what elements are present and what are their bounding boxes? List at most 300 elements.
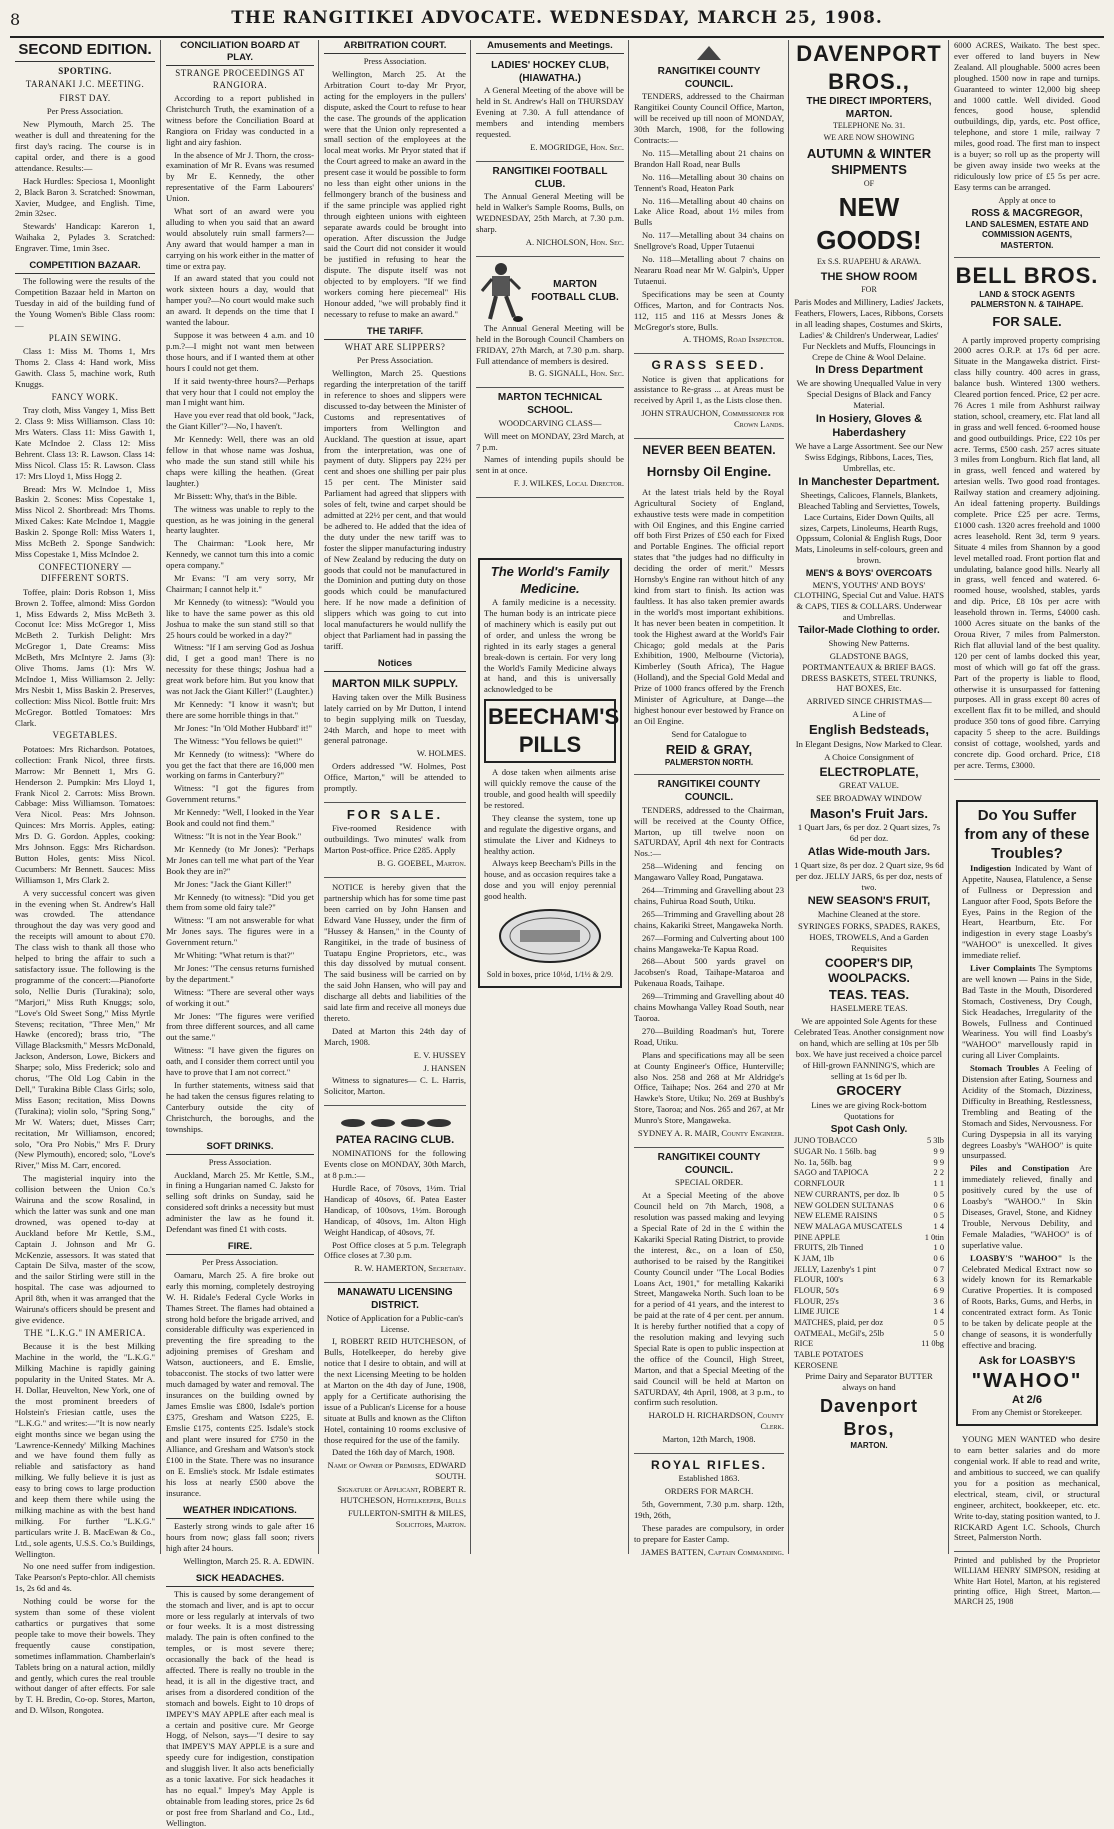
section-heading: THE "L.K.G." IN AMERICA. xyxy=(24,1327,146,1338)
telephone: TELEPHONE No. 31. xyxy=(833,121,905,131)
signature: HAROLD H. RICHARDSON, County Clerk. xyxy=(648,1410,784,1432)
price-item: NEW CURRANTS, per doz. lb xyxy=(794,1189,900,1199)
paragraph: A family medicine is a necessity. The human body is an intricate piece of machinery which is easily put out of order, and unless the wrong be righted in its early stages a general break-down is certain. For very long the World's Family Medicine always at hand, and this is universally acknowledged to be xyxy=(484,597,616,695)
paragraph: In further statements, witness said that he had taken the census figures relating to Canterbury outside the city of Christchurch, the boroughs, and the townships. xyxy=(166,1080,314,1134)
ad-subheading: PALMERSTON N. & TAIHAPE. xyxy=(970,299,1084,309)
signature: R. W. HAMERTON, Secretary. xyxy=(354,1263,466,1274)
ad-feature: GROCERY xyxy=(836,1083,902,1099)
price-row xyxy=(794,1179,944,1190)
hockey-club-ad xyxy=(476,56,624,162)
paragraph: A very successful concert was given in the evening when St. Andrew's Hall was crowded. The attendance throughout the day was very good and the receipts will amount to about £70. The class wish to thank all those who helped to bring the affair to such a satisfactory issue. The following is the programme of the concert:—Pianoforte solo, Nellie Duris (Turakina); solo, "Marjori," Miss Ruth Knuggs; solo, "Love's Old Sweet Song," Miss Myrtle Stevens; recitation, "Three Men," Mr Hawke (encored); brass trio, "The Village Blacksmith," Messrs McDonald, Jackson, Anderson, Lowe, Bickers and Sharpe; solo, Miss Frederick; solo and chorus, "The Old Log Cabin in the Dell," Turakina Bible Class Girls; solo, Miss Eason; recitation, Miss Downs (Turakina); violin solo, "Spring Song," Mr W. Waters; duet, Misses Carr; recitation, Mr Williamson, encored; solo, "Ora Pro Nobis," Mrs F. Drury (New Plymouth), encored; solo, "Love's River," Miss M. Carr, encored. xyxy=(15,887,155,1171)
symptom-text: A Feeling of Distension after Eating, Sourness and Acidity of the Stomach, Dizziness, Difficulty in Breathing, Restlessness, Trembling and Beating of the Stomach and Sides, Nervousness. For Curing Dyspepsia in all its varying degrees Loasby's "WAHOO" is quite unsurpassed. xyxy=(962,1063,1092,1161)
ad-heading: Do You Suffer from any of these Troubles? xyxy=(964,806,1090,862)
paragraph: Names of intending pupils should be sent in at once. xyxy=(476,454,624,476)
paragraph: Witness to signatures— C. L. Harris, Solicitor, Marton. xyxy=(324,1075,466,1097)
price-value: 9 9 xyxy=(933,1157,944,1167)
paragraph: Nothing could be worse for the system than some of these violent cathartics or purgatives that some people take to move their bowels. They frequently cause constipation, sometimes inflammation. Chamberlain's Tablets bring on a natural action, mildly and gently, which cures the real trouble without danger of after effects. For sale by T. H. Bredin, Co-op. Stores, Marton, and D. Wilson, Rongotea. xyxy=(15,1596,155,1716)
signature: JAMES BATTEN, Captain Commanding. xyxy=(641,1546,784,1557)
signature: J. HANSEN xyxy=(423,1062,466,1073)
ad-line: SYRINGES FORKS, SPADES, RAKES, HOES, TROWELS, And a Garden Requisites xyxy=(798,921,940,954)
paragraph: Witness: "If I am serving God as Joshua did, I get a good man! There is no necessity for these things; Joshua had a great work before him. But you know that was not Jack the Giant Killer!" (Laughter.) xyxy=(166,642,314,697)
paragraph: Potatoes: Mrs Richardson. Potatoes, collection: Frank Nicol, three firsts. Marrow: Mr Bennett 1, Mrs G. Henderson 2. Pumpkin: Mrs Lloyd 1, Frank Nicol 2. Carrots: Miss Brown. Cabbage: Miss Williamson. Tomatoes: Vera Nicol. Peas: Mrs Johnson. Quinces: Mrs Morris. Apples, eating: Mrs D. G. Gordon. Apples, cooking: Mrs Johnson. Eggs: Mrs Richardson. Button Holes, gents: Miss Nicol. Cucumbers: Mr Bennett. Sauces: Miss Williamson 1, Mrs Clark 2. xyxy=(15,743,155,885)
price-value: 1 4 xyxy=(933,1221,944,1231)
price-row xyxy=(794,1275,944,1286)
paragraph: In the absence of Mr J. Thorn, the cross-examination of Mr R. Evans was resumed by Mr E. Kennedy, the other representative of the Farm Labourers' Union. xyxy=(166,149,314,204)
section-heading: CONFECTIONERY — DIFFERENT SORTS. xyxy=(38,561,132,584)
price-row xyxy=(794,1307,944,1318)
price-item: NEW GOLDEN SULTANAS xyxy=(794,1200,894,1210)
price-row xyxy=(794,1222,944,1233)
signature: Signature of Applicant, ROBERT R. HUTCHESON, Hotelkeeper, Bulls xyxy=(337,1484,466,1506)
ad-heading: PATEA RACING CLUB. xyxy=(335,1134,455,1147)
paragraph: The Chairman: "Look here, Mr Kennedy, we cannot turn this into a comic opera company." xyxy=(166,538,314,571)
ad-line: 1 Quart Jars, 6s per doz. 2 Quart sizes, 7s 6d per doz. xyxy=(797,822,941,843)
paragraph: What sort of an award were you alluding to when you said that an award would absolutely ruin small farmers?—Any award that would hamper a man in carrying on his work either in the matter of time or extra pay. xyxy=(166,206,314,271)
contract-item: No. 117—Metalling about 34 chains on Snellgrove's Road, Upper Tutaenui xyxy=(634,230,784,252)
paragraph: Oamaru, March 25. A fire broke out early this morning, completely destroying W. H. Ridale's Federal Cycle Works in Thames Street. The flames had obtained a strong hold before the brigade arrived, and considerable difficulty was experienced in preventing the fire spreading to the adjoining premises of Gresham and Watson, auctioneers, and E. Emslie, tobacconist. The stocks of two latter were much damaged by water and removal. The insurances on the building owned by James Emslie was £800, Isdale's portion £375, Gresham and Watson £225, E. Emslie £175, contents £25. Isdale's stock and plant were insured for £750 in the Alliance, and Gresham and Watson's stock £100 in the State. There was no insurance on E. Emslie's stock. Mr Isdale estimates his loss at nearly £500 above the insurance. xyxy=(166,1269,314,1499)
price-item: NEW MALAGA MUSCATELS xyxy=(794,1221,903,1231)
crest-icon xyxy=(694,44,724,62)
symptom-label: Piles and Constipation xyxy=(970,1163,1070,1174)
column-4 xyxy=(470,40,629,1554)
partnership-notice xyxy=(324,878,466,1106)
article-heading: FIRE. xyxy=(166,1241,314,1255)
paragraph: Mr Jones: "In 'Old Mother Hubbard' it!" xyxy=(174,722,313,733)
subheading: ORDERS FOR MARCH. xyxy=(664,1486,754,1497)
paragraph: TENDERS, addressed to the Chairman Rangitikei County Council Office, Marton, will be received up till noon of MONDAY, 30th March, 1908, for the following Contracts:— xyxy=(634,91,784,145)
price-row xyxy=(794,1168,944,1179)
davenport-subheading: THE DIRECT IMPORTERS, MARTON. xyxy=(806,95,932,120)
price-value: 0 5 xyxy=(933,1189,944,1199)
signature: B. G. SIGNALL, Hon. Sec. xyxy=(528,368,624,379)
signature: JOHN STRAUCHON, Commissioner for Crown Lands. xyxy=(641,408,784,430)
price-row xyxy=(794,1329,944,1340)
signature: A. NICHOLSON, Hon. Sec. xyxy=(525,236,624,247)
ad-heading: RANGITIKEI COUNTY COUNCIL. xyxy=(657,66,761,90)
ad-section: THE SHOW ROOM xyxy=(820,270,918,283)
price-value: 0 7 xyxy=(933,1264,944,1274)
paragraph: Mr Kennedy: "Well, I looked in the Year Book and could not find them." xyxy=(166,807,314,829)
wahoo-ad xyxy=(956,800,1098,1427)
ad-line: SEE BROADWAY WINDOW xyxy=(816,792,922,803)
price-value: 1 0 xyxy=(933,1243,944,1253)
paragraph: Class 1: Miss M. Thoms 1, Mrs Thoms 2. Class 4: Hand work, Miss Gawith. Class 5, machine work, Ruth Knuggs. xyxy=(15,346,155,389)
symptom-text: Indicated by Want of Appetite, Nausea, Flatulence, a Sense of Fullness or Depression and Languor after Food, Spots Before the Eyes, Pains in the Region of the Heart, Heartburn, Etc. For indigestion in every stage Loasby's "WAHOO" is unexcelled. It gives immediate relief. xyxy=(962,862,1092,961)
grocery-price-list xyxy=(794,1136,944,1371)
day-heading: FIRST DAY. xyxy=(59,92,111,103)
ad-heading: NEVER BEEN BEATEN. xyxy=(642,443,776,458)
price-value: 1 1 xyxy=(933,1179,944,1189)
signature: FULLERTON-SMITH & MILES, Solicitors, Marton. xyxy=(348,1508,466,1529)
article-heading: SICK HEADACHES. xyxy=(166,1573,314,1587)
paragraph: Having taken over the Milk Business lately carried on by Mr Dutton, I intend to begin supplying milk on Tuesday, 24th March, and hope to meet with general patronage. xyxy=(324,691,466,746)
price-item: KEROSENE xyxy=(794,1360,838,1370)
ad-line: Lines we are giving Rock-bottom Quotations for xyxy=(811,1099,927,1121)
davenport-footer: Davenport Bros, xyxy=(819,1396,918,1439)
contract-item: 267—Forming and Culverting about 100 chains Mangaweka-Te Kapua Road. xyxy=(634,932,784,954)
price-value: 5 3lb xyxy=(927,1136,944,1146)
contract-item: No. 118—Metalling about 7 chains on Neararu Road near Mr W. Galpin's, Upper Tutaenui. xyxy=(634,254,784,286)
county-council-tenders-1 xyxy=(634,44,784,354)
horses-illustration-icon xyxy=(335,1114,455,1130)
ad-heading: RANGITIKEI COUNTY COUNCIL. xyxy=(657,779,761,803)
signature: SYDNEY A. R. MAIR, County Engineer. xyxy=(637,1128,784,1139)
paragraph: Apply at once to xyxy=(998,194,1056,205)
column-2 xyxy=(160,40,319,1828)
symptom-label: Indigestion xyxy=(970,862,1012,873)
paragraph: Dated at Marton this 24th day of March, 1908. xyxy=(324,1025,466,1047)
subheading: Established 1863. xyxy=(678,1473,740,1484)
ad-line: MEN'S, YOUTHS' AND BOYS' CLOTHING, Special Cut and Value. HATS & CAPS, TIES & COLLARS. Underwear and Umbrellas. xyxy=(794,579,944,623)
paragraph: A General Meeting of the above will be held in St. Andrew's Hall on THURSDAY Evening at 7.30. A full attendance of members and intending members requested. xyxy=(476,85,624,140)
paragraph: YOUNG MEN WANTED who desire to earn better salaries and do more congenial work. If able to read and write, and ambitious to succeed, we can qualify you for a position as mechanical, electrical, steam, civil, or structural engineer, architect, bookkeeper, etc. etc. Write to-day, stating position wanted, to J. RICKARD Agent I.C. Schools, Church Street, Palmerston North. xyxy=(954,1434,1100,1543)
agent-title: LAND SALESMEN, ESTATE AND COMMISSION AGENTS, xyxy=(965,220,1089,240)
paragraph: Stewards' Handicap: Kareron 1, Waihaka 2, Pylades 3. Scratched: Engraver. Time, 1min 3sec. xyxy=(15,221,155,254)
article-heading: THE TARIFF. xyxy=(324,326,466,340)
ad-heading: MARTON MILK SUPPLY. xyxy=(332,677,458,690)
paragraph xyxy=(962,1163,1092,1250)
football-club-ad xyxy=(476,162,624,257)
pill-box-illustration-icon xyxy=(495,906,605,966)
beechams-pills-ad xyxy=(478,558,622,988)
paragraph: The Witness: "You fellows be quiet!" xyxy=(174,735,303,746)
paragraph: Mr Kennedy: Well, there was an old fellow in that whose name was Joshua, who made the sun stand still while his chaps were killing the heathen. (Great laughter.) xyxy=(166,434,314,488)
price-row xyxy=(794,1147,944,1158)
ad-feature: ELECTROPLATE, xyxy=(819,764,919,779)
ad-line: We are showing Unequalled Value in very Special Designs of Black and Fancy Material. xyxy=(796,378,942,411)
price-value: 0 6 xyxy=(933,1200,944,1210)
paragraph: Witness: "I have given the figures on oath, and I consider them correct until you have to prove that I am not correct." xyxy=(166,1045,314,1078)
paragraph: At a Special Meeting of the above Council held on 7th March, 1908, a resolution was passed making and levying a Special Rate of 2d in the £ within the Kakariki Special Rating District, to provide the interest, &c., on a loan of £50, authorised to be raised by the Rangitikei County Council under "The Local Bodies Loans Act, 1901," for metalling Kakariki Street, Mangaweka North. Such loan to be for a period of 41 years, and the interest to be paid at the rate of 4 per cent. per annum. It is hereby further notified that a copy of the resolution making and levying such Special Rate is open to public inspection at the office of the Council, High Street, Marton, and that a Special Meeting of the said Council will be held at Marton on SATURDAY, 4th April, 1908, at 3 p.m., to confirm such resolution. xyxy=(634,1190,784,1408)
article-heading: WEATHER INDICATIONS. xyxy=(166,1505,314,1519)
price-row xyxy=(794,1361,944,1372)
ad-line: 1 Quart size, 8s per doz. 2 Quart size, 9s 6d per doz. JELLY JARS, 6s per doz, nests of two. xyxy=(794,859,944,892)
symptom-label: Stomach Troubles xyxy=(970,1063,1039,1074)
paragraph xyxy=(962,863,1092,961)
paragraph: Five-roomed Residence with outbuildings. Two minutes' walk from Marton Post-office. Price £285. Apply xyxy=(324,823,466,856)
drill-dates: 5th, Government, 7.30 p.m. sharp. 12th, 19th, 26th, xyxy=(634,1499,784,1521)
price-item: RICE xyxy=(794,1339,814,1349)
price-row xyxy=(794,1201,944,1212)
for-sale-ad xyxy=(324,803,466,878)
price-value: 0 5 xyxy=(933,1317,944,1327)
paragraph: A partly improved property comprising 2000 acres O.R.P. at 17s 6d per acre. Situate in the Mangaweka district. First-class hilly country. 400 acres in grass, balance bush. Wintered 1300 wethers. Cleared portion fenced. Price, £2 per acre. 76 Acres 1 mile from Ashhurst railway station, school, creamery, etc. Flat land all in grass and well fenced. 6-roomed house and good outbuildings. Price, £22 10s per acre. Terms, £500 cash. 257 acres situate 3 miles from Longburn. Rich flat land, all in grass, well fenced and watered by artesian wells. Two good road frontages. Railway station and creamery adjoining. An ideal fattening property. Buildings complete. Price £25 per acre. Terms, £1000 cash. 1320 acres freehold and 1000 acres leasehold. Rent 3d, term 9 years. Situate 4 miles from Shannon by a good level metalled road. Front portion flat and undulating, balance good hills. Nearly all in grass, well fenced and watered. 6-roomed house, woolshed, stables, yards and dip. Price, £8 10s per acre with leasehold thrown in. Terms, £4000 cash. 1000 Acres situate on the banks of the Oroua River, 7 miles from Palmerston. Rich flat alluvial land of the best quality. 120 per cent of lambs docked this year, most of which will go fat off the grass. Part of the property is liable to flood, otherwise it is unsurpassed for fattening purposes. All in grass except 80 acres of excellent flax fit to be milled, and should produce 350 tons of good fibre. Carrying capacity 5 sheep to the acre. Buildings consist of cottage, woolshed, yards and concrete dip. Good orchard. Price, £18 per acre. Terms, £3000. xyxy=(954,334,1100,770)
subheading: SPECIAL ORDER. xyxy=(675,1177,743,1188)
symptom-text: Are immediately relieved, finally and positively cured by the use of Loasby's "WAHOO." In Skin Diseases, Gravel, Stone, and Kidney Trouble, Nervous Debility, and Female Maladies, "WAHOO" is of superlative value. xyxy=(962,1163,1092,1250)
ask-line: Ask for LOASBY'S xyxy=(978,1354,1076,1367)
ad-line: GREAT VALUE. xyxy=(839,779,899,790)
price-row xyxy=(794,1136,944,1147)
paragraph: Auckland, March 25. Mr Kettle, S.M., in fining a Hungarian named C. Jaksto for selling soft drinks on Sunday, said he considered soft drinks a necessity but must administer the law as he found it. Defendant was fined £1 with costs. xyxy=(166,1169,314,1235)
bell-bros-ad xyxy=(954,258,1100,780)
price-value: 5 0 xyxy=(933,1328,944,1338)
signature: E. V. HUSSEY xyxy=(413,1049,466,1060)
ad-heading: RANGITIKEI COUNTY COUNCIL. xyxy=(657,1151,761,1176)
ad-line: ARRIVED SINCE CHRISTMAS— xyxy=(806,696,932,707)
paragraph: The Annual General Meeting will be held in the Borough Council Chambers on FRIDAY, 27th March, at 7.30 p.m. sharp. Full attendance of members is desired. xyxy=(476,322,624,366)
column-6 xyxy=(788,40,949,1554)
signature: F. J. WILKES, Local Director. xyxy=(513,478,624,489)
subheading: STRANGE PROCEEDINGS AT RANGIORA. xyxy=(175,68,305,90)
price-row xyxy=(794,1318,944,1329)
paragraph: Suppose it was between 4 a.m. and 10 p.m.?—I might not want men between those hours, and if I wanted them at other hours I could not get them. xyxy=(166,330,314,373)
byline: Press Association. xyxy=(363,56,427,67)
section-heading: PLAIN SEWING. xyxy=(48,332,122,343)
signature: Name of Owner of Premises, EDWARD SOUTH. xyxy=(327,1460,466,1482)
ad-subheading: Hornsby Oil Engine. xyxy=(646,464,772,480)
subheading: Notice of Application for a Public-can's License. xyxy=(326,1312,464,1334)
davenport-footer-location: MARTON. xyxy=(850,1440,888,1450)
milk-supply-ad xyxy=(324,674,466,803)
contract-item: No. 116—Metalling about 40 chains on Lake Alice Road, about 1½ miles from Bulls xyxy=(634,195,784,228)
ad-line: GLADSTONE BAGS, PORTMANTEAUX & BRIEF BAGS. DRESS BASKETS, STEEL TRUNKS, HAT BOXES, Etc. xyxy=(801,650,937,694)
paragraph: NOTICE is hereby given that the partnership which has for some time past been carried on by John Hansen and Edward Vane Hussey, under the firm of "Hussey & Hansen," in the County of Rangitikei, in the trade of business of Tuatapu Engine Proprietors, etc., was this day dissolved by mutual consent. The said business will be carried on by the said John Hansen, who will pay and discharge all debts and liabilities of the said late firm and receive all moneys due thereto. xyxy=(324,882,466,1023)
byline: Per Press Association. xyxy=(201,1257,279,1267)
price-row xyxy=(794,1243,944,1254)
ad-subheading: LAND & STOCK AGENTS xyxy=(979,289,1075,299)
price-item: PINE APPLE xyxy=(794,1232,840,1242)
contract-item: 264—Trimming and Gravelling about 23 chains, Fuhirua Road South, Utiku. xyxy=(634,885,784,906)
paragraph: 6000 ACRES, Waikato. The best spec. ever offered to land buyers in New Zealand. All ploughable. 5000 acres been ploughed. 1500 now in rape and turnips. Guaranteed to winter 12,000 big sheep and 1000 cattle. Well divided. Good fences, good house, splendid outbuildings, dip, yards, etc. Post office, telephone, and store 1 mile, railway 7 miles, good road. The first man to inspect is a buyer; so roll up as the property will be given away inside two weeks at the ridiculously low price of £5 5s per acre. Easy terms can be arranged. xyxy=(954,40,1100,192)
ad-section: Tailor-Made Clothing to order. xyxy=(798,625,940,637)
column-1 xyxy=(10,40,160,1716)
royal-rifles-notice xyxy=(634,1454,784,1566)
paragraph: Mr Kennedy: "I know it wasn't; but there are some horrible things in that." xyxy=(166,699,314,720)
price-row xyxy=(794,1297,944,1308)
marton-football-ad xyxy=(476,257,624,389)
column-5 xyxy=(628,40,789,1557)
price-row xyxy=(794,1158,944,1169)
licensing-notice xyxy=(324,1283,466,1538)
price-item: NEW ELEME RAISINS xyxy=(794,1211,878,1221)
agent-name: REID & GRAY, xyxy=(665,741,753,757)
section-heading: FANCY WORK. xyxy=(51,391,119,402)
price-item: CORNFLOUR xyxy=(794,1179,845,1189)
signature: W. HOLMES. xyxy=(416,748,466,759)
young-men-wanted-ad xyxy=(954,1430,1100,1552)
price-value: 0 6 xyxy=(933,1253,944,1263)
price-item: MATCHES, plaid, per doz xyxy=(794,1317,884,1327)
paragraph: Mr Kennedy (to Mr Jones): "Perhaps Mr Jones can tell me what part of the Year Book they are in?" xyxy=(166,843,314,876)
contract-item: 268—About 500 yards gravel on Jacobsen's Road, Taihape-Mataroa and Pukenaua Roads, Taihape. xyxy=(634,956,784,989)
ad-section: MEN'S & BOYS' OVERCOATS xyxy=(805,568,933,579)
price-item: K JAM, 1lb xyxy=(794,1253,834,1263)
paragraph: Specifications may be seen at County Offices, Marton, and for Contracts Nos. 112, 115 and 116 at Messrs Jones & McGregor's store, Bulls. xyxy=(634,288,784,332)
davenport-heading: DAVENPORT BROS., xyxy=(796,41,942,94)
meeting-heading: TARANAKI J.C. MEETING. xyxy=(25,79,145,90)
ad-heading: MARTON FOOTBALL CLUB. xyxy=(531,279,619,303)
article-heading: CONCILIATION BOARD AT PLAY. xyxy=(166,40,314,66)
contract-item: 258—Widening and fencing on Mangawaro Valley Road, Pungatawa. xyxy=(634,861,784,883)
paragraph: Witness: "I got the figures from Government returns." xyxy=(166,783,314,805)
paragraph: Mr Jones: "The census returns furnished by the department." xyxy=(166,962,314,984)
paragraph: Witness: "I am not answerable for what Mr Jones says. The figures were in a Government return." xyxy=(166,915,314,948)
paragraph: TENDERS, addressed to the Chairman, will be received at the County Office, Marton, up till twelve noon on SATURDAY, April 4th next for Contracts Nos.:— xyxy=(634,804,784,859)
price-value: 6 9 xyxy=(933,1285,944,1295)
section-heading: VEGETABLES. xyxy=(52,730,118,741)
ad-line: Machine Cleaned at the store. xyxy=(817,908,921,919)
ad-line: We have a Large Assortment. See our New Swiss Edgings, Ribbons, Laces, Ties, Umbrellas, etc. xyxy=(795,441,943,473)
ad-feature: NEW GOODS! xyxy=(816,191,922,255)
ad-line: FOR xyxy=(861,284,877,294)
hornsby-engine-ad xyxy=(634,439,784,775)
paragraph: The Annual General Meeting will be held in Walker's Sample Rooms, Bulls, on WEDNESDAY, 25th March, at 7.30 p.m. sharp. xyxy=(476,191,624,234)
brand-label: LOASBY'S "WAHOO" xyxy=(970,1252,1063,1263)
ad-feature: COOPER'S DIP, WOOLPACKS. xyxy=(825,956,913,986)
paragraph: Have you ever read that old book, "Jack, the Giant Killer"?—No, I haven't. xyxy=(166,410,314,432)
paragraph: Wellington, March 25. Questions regarding the interpretation of the tariff in reference to shoes and slippers were discussed to-day between the Minister of Customs and representatives of importers from Wellington and Auckland. The question at issue, apart from the interpretation, was one of payment of duty. Slippers pay 22½ per cent and shoes one shilling per pair plus 15 per cent. The Minister said Parliament had agreed that slippers with soles of felt, twine and carpet should be admitted at 22½ per cent, and that would be adhered to. He added that the idea of the duty under the new tariff was to foster the slipper manufacturing industry of New Zealand by reducing the duty on goods that could not be manufactured in the Dominion and putting duty on those goods which could be manufactured here. If he now made a definition of slippers which was going to cut into local manufacturers he would nullify the object that Parliament had in passing the tariff. xyxy=(324,368,466,651)
price-row xyxy=(794,1265,944,1276)
price-item: FLOUR, 25's xyxy=(794,1296,839,1306)
paragraph: They cleanse the system, tone up and regulate the digestive organs, and stimulate the Liver and Kidneys to healthy action. xyxy=(484,812,616,856)
notices-heading: Notices xyxy=(324,658,466,672)
ad-section: In Dress Department xyxy=(815,364,923,377)
price-row xyxy=(794,1339,944,1350)
price-item: LIME JUICE xyxy=(794,1307,840,1317)
paragraph: Mr Bissett: Why, that's in the Bible. xyxy=(174,490,298,501)
technical-school-ad xyxy=(476,388,624,498)
newspaper-title: THE RANGITIKEI ADVOCATE. WEDNESDAY, MARCH 25, 1908. xyxy=(231,8,883,28)
ad-line: In Elegant Designs, Now Marked to Clear. xyxy=(795,738,943,749)
price-item: FRUITS, 2lb Tinned xyxy=(794,1243,864,1253)
paragraph: Witness: "There are several other ways of working it out." xyxy=(166,986,314,1008)
ad-feature: Spot Cash Only. xyxy=(830,1123,908,1135)
paragraph: The witness was unable to reply to the question, as he was joining in the general hearty laughter. xyxy=(166,503,314,536)
price-value: 2 2 xyxy=(933,1168,944,1178)
price-value: 11 0bg xyxy=(921,1339,944,1349)
agent-name: ROSS & MACGREGOR, xyxy=(971,207,1083,219)
price-row xyxy=(794,1254,944,1265)
ad-heading: ROYAL RIFLES. xyxy=(650,1458,768,1473)
ad-line: From any Chemist or Storekeeper. xyxy=(972,1408,1082,1418)
paragraph xyxy=(962,1063,1092,1161)
ad-feature: AUTUMN & WINTER SHIPMENTS xyxy=(806,145,932,178)
byline: Per Press Association. xyxy=(356,355,434,366)
symptom-label: Liver Complaints xyxy=(970,963,1036,974)
subheading: WHAT ARE SLIPPERS? xyxy=(344,341,446,352)
paragraph: According to a report published in Christchurch Truth, the examination of a witness before the Conciliation Board at Rangiora on Friday was conducted in a light and airy fashion. xyxy=(166,92,314,147)
ad-heading: MARTON TECHNICAL SCHOOL. xyxy=(497,392,603,416)
paragraph: Will meet on MONDAY, 23rd March, at 7 p.m. xyxy=(476,430,624,452)
paragraph: Wellington, March 25. At the Arbitration Court to-day Mr Pryor, acting for the employers in the pullers' dispute, asked the Court to refuse to hear the case. The grounds of the application were that the Union only represented a small section of the employees at the local meat works. Mr Pryor stated that if the Court agreed to make an award in the present case it would be possible to form no less than eight other unions in the fellmongery branch of the business and if the same principle was applied right through eighteen unions with eighteen separate awards could be brought into operation. After discussion the Judge said the Court did not consider it would be justified in refusing to hear the dispute. The dispute itself was not objected to by employers. "If we find workers coming here piecemeal" His Honour added, "we will probably find it necessary to refuse to make an award." xyxy=(324,68,466,319)
contract-item: No. 116—Metalling about 30 chains on Tennent's Road, Heaton Park xyxy=(634,171,784,193)
ad-heading: LADIES' HOCKEY CLUB, (HIAWATHA.) xyxy=(491,60,609,84)
ad-feature: TEAS. TEAS. xyxy=(828,986,910,1002)
county-council-special-order xyxy=(634,1148,784,1454)
paragraph: If an award stated that you could not work sixteen hours a day, would that hamper you?—No court would make such an award. It depends on the time that I wanted the labour. xyxy=(166,273,314,328)
wahoo-brand: "WAHOO" xyxy=(971,1369,1083,1392)
paragraph: No one need suffer from indigestion. Take Pearson's Pepto-chlor. All chemists 1s, 2s 6d and 4s. xyxy=(15,1561,155,1594)
signature: B. G. GOEBEL, Marton. xyxy=(377,858,466,869)
signature: E. MOGRIDGE, Hon. Sec. xyxy=(530,141,624,152)
ad-feature: NEW SEASON'S FRUIT, xyxy=(807,894,931,907)
price-note: Sold in boxes, price 10½d, 1/1½ & 2/9. xyxy=(486,970,614,980)
paragraph: At the latest trials held by the Royal Agricultural Society of England, exhaustive tests were made in competition with Oil Engines, and this Engine carried off both First Prizes of £50 each for Fixed and Portable Engines. The official report states that "the judges had no difficulty in deciding the order of merit." Messrs Hornsby's Engine ran without hitch of any kind from start to finish. Its action was faultless. It has also taken premier awards in the world's most important exhibitions. It has never been beaten in competition. It took the Highest award at the World's Fair Chicago; gold medals at the Paris Exhibition, 1900, Melbourne (Victoria), Kimberley (South Africa), The Hague (Holland), and the Special Gold Medal and Prize of 1000 francs offered by the French Minister of Agriculture, at Dange—the highest honour ever bestowed by France on an Oil Engine. xyxy=(634,486,784,726)
price-line: At 2/6 xyxy=(1012,1394,1042,1407)
ad-heading: GRASS SEED. xyxy=(651,358,767,373)
contract-item: 270—Building Roadman's hut, Torere Road, Utiku. xyxy=(634,1025,784,1047)
ad-section: In Hosiery, Gloves & Haberdashery xyxy=(815,413,923,440)
ad-line: Paris Modes and Millinery, Ladies' Jackets, Feathers, Flowers, Laces, Ribbons, Corsets in all leading shapes, Costumes and Skirts, Ladies' & Children's Underwear, Ladies' Fur Necklets and Muffs, Flouncings in Crepe de Chine & Wool Delaine. xyxy=(794,297,944,362)
byline: Press Association. xyxy=(208,1156,272,1167)
paragraph: Mr Kennedy (to witness): "Did you get them from some old fairy tale?" xyxy=(166,891,314,913)
price-value: 9 9 xyxy=(933,1147,944,1157)
masthead xyxy=(10,4,1104,38)
ad-line: A Line of xyxy=(852,709,886,720)
price-row xyxy=(794,1286,944,1297)
price-value: 1 4 xyxy=(933,1307,944,1317)
paragraph: Mr Kennedy (to witness): "Would you like to have the same power as this old Joshua to make the sun stand still so that 25 hours could be worked in a day?" xyxy=(166,596,314,640)
price-item: TABLE POTATOES xyxy=(794,1349,864,1359)
contract-item: 265—Trimming and Gravelling about 28 chains, Kakariki Street, Mangaweka North. xyxy=(634,908,784,930)
column-3 xyxy=(318,40,471,1554)
sporting-heading: SPORTING. xyxy=(58,66,112,77)
paragraph: Because it is the best Milking Machine in the world, the "L.K.G." Milking Machine is rapidly gaining popularity in the United States. Mr A. H. Dollar, Heuvelton, New York, one of the most prominent breeders of Holstein's Friesian cattle, uses the "L.K.G." and writes:—"It is now nearly eight months since we began using the 'Lawrence-Kennedy' Milking Machines and we have found them fully as reliable and satisfactory as hand milking. We fully believe it is just as easy to bring cows to large production and keep them there while using the milking machine as with the best hand milking. For further "L.K.G." particulars write J. B. MacEwan & Co., Ltd., sole agents, U.S.S. Co.'s Buildings, Wellington. xyxy=(15,1341,155,1559)
price-row xyxy=(794,1233,944,1244)
article-heading: ARBITRATION COURT. xyxy=(324,40,466,54)
paragraph: These parades are compulsory, in order to prepare for Easter Camp. xyxy=(634,1522,784,1544)
ad-feature: Mason's Fruit Jars. xyxy=(810,805,928,821)
racing-club-ad xyxy=(324,1106,466,1283)
paragraph: Hack Hurdles: Speciosa 1, Moonlight 2, Black Baron 3. Scratched: Snowman, Xavier, Mudgee, and English. Time, 2min 32sec. xyxy=(15,175,155,219)
contract-item: No. 115—Metalling about 21 chains on Brandon Hall Road, near Bulls xyxy=(634,147,784,169)
paragraph: Mr Jones: "The figures were verified from three different sources, and all came out the same." xyxy=(166,1010,314,1043)
ad-section: In Manchester Department. xyxy=(798,475,940,488)
county-council-tenders-2 xyxy=(634,775,784,1148)
paragraph: The magisterial inquiry into the collision between the Union Co.'s Wairuna and the scow Rosalind, in which the latter was sunk and one man drowned, was opened to-day at Auckland before Mr Kettle, S.M., Captain J. Johnson and Mr G. McKenzie, assessors. It was stated that Captain De Silva, master of the scow, and the sailor Stirling were still in the hospital. The case was adjourned to April 8th, when it was arranged that the Wairuna's officers should be present and give evidence. xyxy=(15,1173,155,1326)
price-row xyxy=(794,1190,944,1201)
ad-feature: Atlas Wide-mouth Jars. xyxy=(807,845,931,858)
price-value: 1 0tin xyxy=(924,1232,944,1242)
price-item: SUGAR No. 1 56lb. bag xyxy=(794,1147,877,1157)
ad-heading: BELL BROS. xyxy=(955,262,1099,288)
dateline: Marton, 12th March, 1908. xyxy=(662,1434,756,1445)
printer-imprint: Printed and published by the Proprietor WILLIAM HENRY SIMPSON, residing at White Hart Hotel, Marton, at his registered printing office, High Street, Marton.—MARCH 25, 1908 xyxy=(954,1556,1100,1606)
price-item: SAGO and TAPIOCA xyxy=(794,1168,869,1178)
ad-line: We are appointed Sole Agents for these Celebrated Teas. Another consignment now on hand, which are selling at 10s per 5lb box. We have just received a choice parcel of Hill-grown FANNING'S, which are selling at 1s 6d per lb. xyxy=(794,1016,944,1081)
paragraph: Mr Evans: "I am very sorry, Mr Chairman; I cannot help it." xyxy=(166,573,314,594)
race-list: Hurdle Race, of 70sovs, 1½m. Trial Handicap of 40sovs, 6f. Patea Easter Handicap, of 100sovs, 1½m. Borough Handicap, of 40sovs, 1m. Alton High Weight Handicap, of 40sovs, 7f. xyxy=(324,1182,466,1237)
paragraph: Mr Jones: "Jack the Giant Killer!" xyxy=(174,878,292,889)
amusements-heading: Amusements and Meetings. xyxy=(476,40,624,54)
ad-line: A Choice Consignment of xyxy=(824,751,914,762)
price-value: 3 6 xyxy=(933,1296,944,1306)
agent-location: MASTERTON. xyxy=(1000,240,1054,250)
paragraph: NOMINATIONS for the following Events close on MONDAY, 30th March, at 8 p.m.:— xyxy=(324,1148,466,1181)
ad-line: Sheetings, Calicoes, Flannels, Blankets, Bleached Tabling and Serviettes, Towels, Lace Curtains, Eider Down Quilts, all sizes, Carpets, Linoleums, Hearth Rugs, Oppssum, Colonial & English Rugs, Door Mats, Linoleums in self-colours, green and brown. xyxy=(795,489,943,566)
ad-line: Prime Dairy and Separator BUTTER always on hand xyxy=(805,1371,933,1393)
paragraph: Send for Catalogue to xyxy=(671,728,747,739)
price-item: FLOUR, 50's xyxy=(794,1285,839,1295)
ad-line: HASELMERE TEAS. xyxy=(830,1003,908,1014)
paragraph: Bread: Mrs W. McIndoe 1, Miss Baskin 2. Scones: Miss Copestake 1, Miss Nicol 2. Shortbread: Mrs Thoms. Mixed Cakes: Kate McIndoe 1, Maggie Baskin 2. Sponge Roll: Miss Waters 1, Miss McBeth 2. Sponge Sandwich: Miss Copestake 1, Miss McIndoe 2. xyxy=(15,483,155,559)
price-item: FLOUR, 100's xyxy=(794,1275,843,1285)
paragraph: Always keep Beecham's Pills in the house, and as occasion requires take a dose and you will enjoy perennial good health. xyxy=(484,858,616,902)
paragraph: A dose taken when ailments arise will quickly remove the cause of the trouble, and good health will speedily be restored. xyxy=(484,767,616,810)
paragraph: New Plymouth, March 25. The weather is dull and threatening for the first day's racing. The course is in capital order, and there is a good attendance. Results:— xyxy=(15,119,155,173)
ad-heading: The World's Family Medicine. xyxy=(490,564,610,596)
paragraph xyxy=(962,963,1092,1061)
paragraph: Mr Kennedy (to witness): "Where do you get the fact that there are 16,000 men working on farms in Canterbury?" xyxy=(166,748,314,781)
paragraph: I, ROBERT REID HUTCHESON, of Bulls, Hotelkeeper, do hereby give notice that I desire to obtain, and will at the next Licensing Meeting to be holden at Marton on the 4th day of June, 1908, apply for a Certificate authorising the issue of a Publican's License for a house situate at Bulls and known as the Clifton Hotel, containing 10 rooms exclusive of those required for the use of the family. xyxy=(324,1336,466,1445)
contract-item: 269—Trimming and Gravelling about 40 chains Mowhanga Valley Road South, near Taoroa. xyxy=(634,991,784,1023)
brand-text: Is the Celebrated Medical Extract now so widely known for its Remarkable Curative Properties. It is composed of Roots, Barks, Gums, and Herbs, in concentrated extract form. As Tonic to be taken by delicate people at the change of seasons, it is wonderfully effective and bracing. xyxy=(962,1252,1092,1350)
subheading: WOODCARVING CLASS— xyxy=(498,417,602,428)
beechams-brand: BEECHAM'S PILLS xyxy=(484,699,616,763)
price-row xyxy=(794,1350,944,1361)
ad-heading: RANGITIKEI FOOTBALL CLUB. xyxy=(492,165,608,190)
ad-feature: English Bedsteads, xyxy=(809,722,929,738)
